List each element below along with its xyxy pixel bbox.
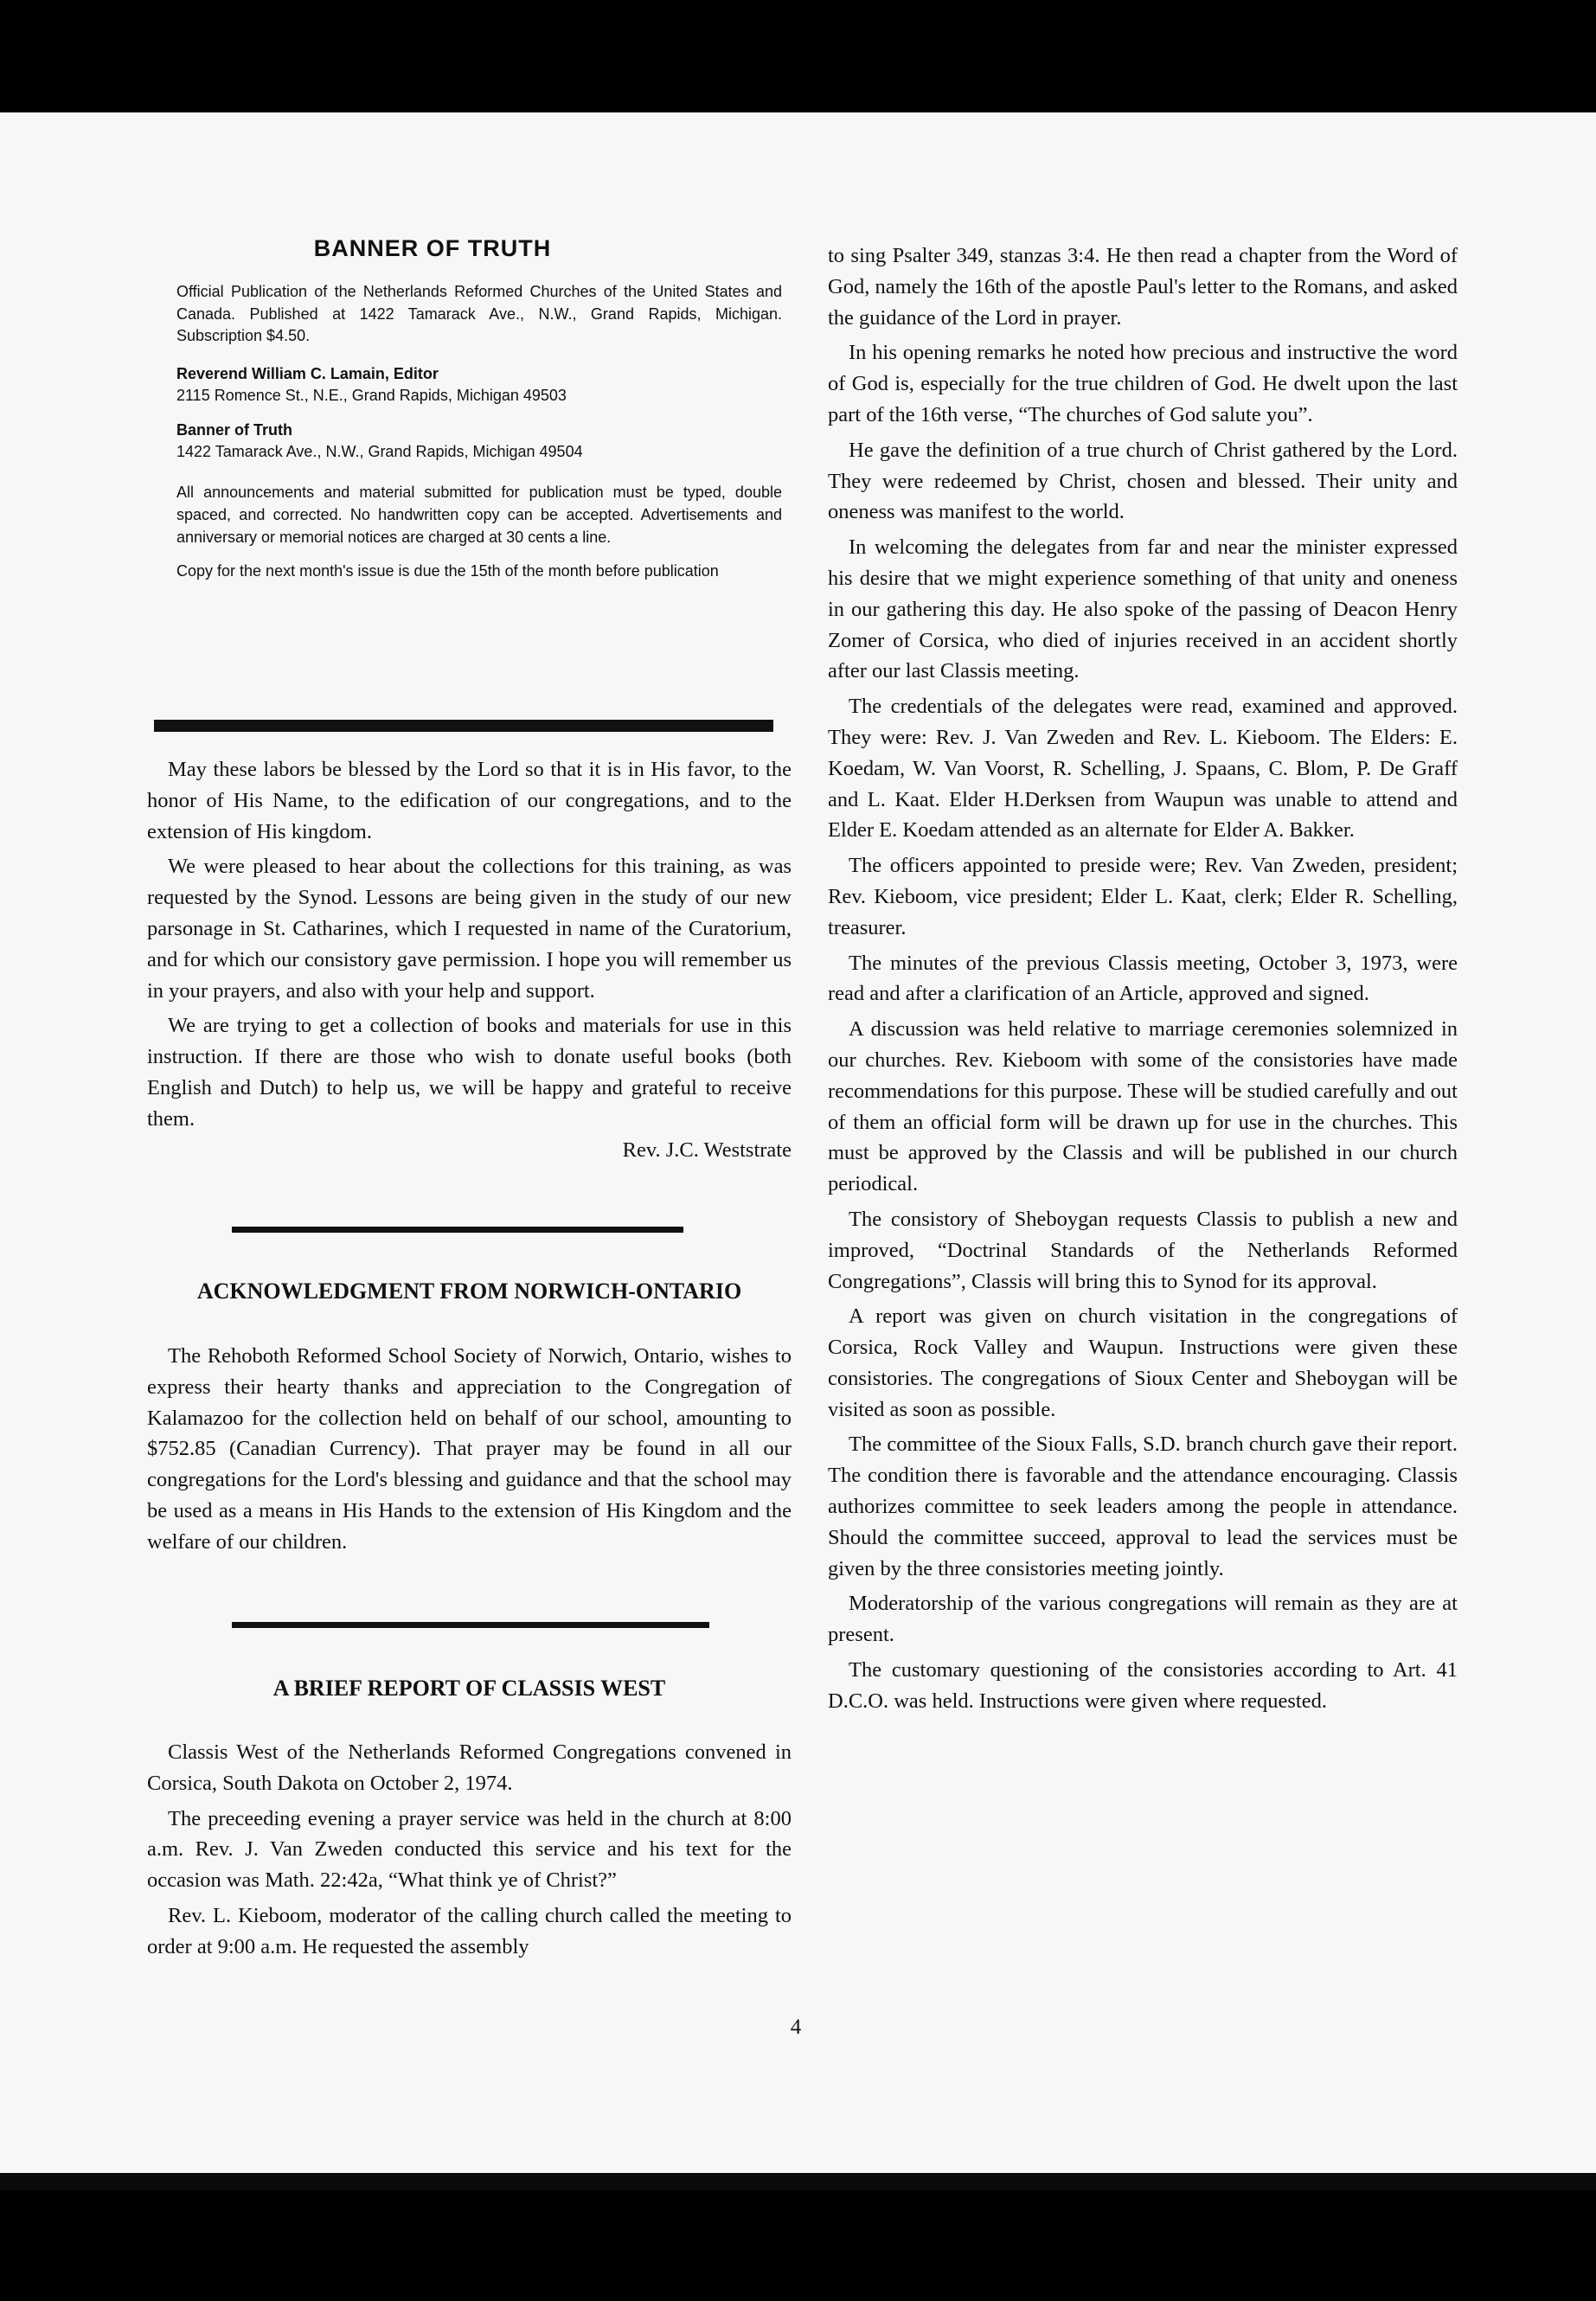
masthead-office-address: 1422 Tamarack Ave., N.W., Grand Rapids, Michigan 49504 xyxy=(176,443,583,460)
right-paragraph: A report was given on church visitation in the congregations of Corsica, Rock Valley and Waupun. Instructions were given these consistories. The congregations of Sioux Center and Sheboygan will be visited as soon as possible. xyxy=(828,1304,1458,1421)
right-paragraph: The committee of the Sioux Falls, S.D. branch church gave their report. The condition there is favorable and the attendance encouraging. Classis authorizes committee to seek leaders among the people in attendance. Should the committee succeed, approval to lead the services must be given by the three consistories meeting jointly. xyxy=(828,1433,1458,1580)
masthead-editor-name: Reverend William C. Lamain, Editor xyxy=(176,364,439,382)
masthead-notice: All announcements and material submitted for publication must be typed, double spaced, and corrected. No handwritten copy can be accepted. Advertisements and anniversary or memorial notices are charged at 30 cents a line. xyxy=(176,483,782,546)
right-paragraph: Moderatorship of the various congregations will remain as they are at present. xyxy=(828,1592,1458,1647)
report-paragraph: Rev. L. Kieboom, moderator of the calling church called the meeting to order at 9:00 a.m. He requested the assembly xyxy=(147,1903,792,1958)
scan-edge xyxy=(0,2173,1596,2190)
report-section xyxy=(147,1737,792,1963)
masthead-description: Official Publication of the Netherlands Reformed Churches of the United States and Canada. Published at 1422 Tamarack Ave., N.W., Grand Rapids, Michigan. Subscription $4.50. xyxy=(176,283,782,344)
right-paragraph: The consistory of Sheboygan requests Classis to publish a new and improved, “Doctrinal Standards of the Netherlands Reformed Congregations”, Classis will bring this to Synod for its approval. xyxy=(828,1207,1458,1293)
masthead-office-name: Banner of Truth xyxy=(176,420,292,439)
right-column xyxy=(828,240,1458,1717)
right-paragraph: In welcoming the delegates from far and near the minister expressed his desire that we might experience something of that unity and oneness in our gathering this day. He also spoke of the passing of Deacon Henry Zomer of Corsica, who died of injuries received in an accident shortly after our last Classis meeting. xyxy=(828,535,1458,683)
right-paragraph: In his opening remarks he noted how precious and instructive the word of God is, especially for the true children of God. He dwelt upon the last part of the 16th verse, “The churches of God salute you”. xyxy=(828,341,1458,426)
right-paragraph: The credentials of the delegates were read, examined and approved. They were: Rev. J. Van Zweden and Rev. L. Kieboom. The Elders: E. Koedam, W. Van Voorst, R. Schelling, J. Spaans, C. Blom, P. De Graff and L. Kaat. Elder H.Derksen from Waupun was unable to attend and Elder E. Koedam attended as an alternate for Elder A. Bakker. xyxy=(828,695,1458,843)
report-paragraph: Classis West of the Netherlands Reformed Congregations convened in Corsica, South Dakota on October 2, 1974. xyxy=(147,1740,792,1795)
left-column-intro xyxy=(147,754,792,1165)
masthead-divider xyxy=(154,720,773,732)
right-paragraph: He gave the definition of a true church of Christ gathered by the Lord. They were redeemed by Christ, chosen and blessed. Their unity and oneness was manifest to the world. xyxy=(828,438,1458,524)
right-paragraph: The customary questioning of the consistories according to Art. 41 D.C.O. was held. Instructions were given where requested. xyxy=(828,1658,1458,1713)
ack-paragraph: The Rehoboth Reformed School Society of Norwich, Ontario, wishes to express their hearty thanks and appreciation to the Congregation of Kalamazoo for the collection held on behalf of our school, amounting to $752.85 (Canadian Currency). That prayer may be found in all our congregations for the Lord's blessing and guidance and that the school may be used as a means in His Hands to the extension of His Kingdom and the welfare of our children. xyxy=(147,1344,792,1554)
section-divider xyxy=(232,1622,709,1628)
right-paragraph: A discussion was held relative to marriage ceremonies solemnized in our churches. Rev. Kieboom with some of the consistories have made recommendations for this purpose. These will be studied carefully and out of them an official form will be drawn up for use in the churches. This must be approved by the Classis and will be published in our church periodical. xyxy=(828,1017,1458,1196)
masthead-editor-address: 2115 Romence St., N.E., Grand Rapids, Michigan 49503 xyxy=(176,387,567,404)
ack-heading: ACKNOWLEDGMENT FROM NORWICH-ONTARIO xyxy=(196,1279,742,1304)
right-paragraph: The officers appointed to preside were; Rev. Van Zweden, president; Rev. Kieboom, vice president; Elder L. Kaat, clerk; Elder R. Schelling, treasurer. xyxy=(828,854,1458,939)
report-paragraph: The preceeding evening a prayer service was held in the church at 8:00 a.m. Rev. J. Van Zweden conducted this service and his text for the occasion was Math. 22:42a, “What think ye of Christ?” xyxy=(147,1806,792,1893)
masthead-deadline: Copy for the next month's issue is due the 15th of the month before publication xyxy=(176,561,719,580)
masthead xyxy=(176,235,782,582)
intro-paragraph: May these labors be blessed by the Lord so that it is in His favor, to the honor of His Name, to the edification of our congregations, and to the extension of His kingdom. xyxy=(147,758,792,843)
intro-paragraph: We were pleased to hear about the collections for this training, as was requested by the Synod. Lessons are being given in the study of our new parsonage in St. Catharines, which I requested in name of the Curatorium, and for which our consistory gave permission. I hope you will remember us in your prayers, and also with your help and support. xyxy=(147,855,792,1003)
section-divider xyxy=(232,1227,683,1233)
right-paragraph: The minutes of the previous Classis meeting, October 3, 1973, were read and after a clarification of an Article, approved and signed. xyxy=(828,951,1458,1006)
intro-paragraph: We are trying to get a collection of books and materials for use in this instruction. If there are those who wish to donate useful books (both English and Dutch) to help us, we will be happy and grateful to receive them. xyxy=(147,1014,792,1131)
masthead-title: BANNER OF TRUTH xyxy=(313,235,552,261)
right-paragraph: to sing Psalter 349, stanzas 3:4. He then read a chapter from the Word of God, namely the 16th of the apostle Paul's letter to the Romans, and asked the guidance of the Lord in prayer. xyxy=(828,244,1458,330)
report-heading: A BRIEF REPORT OF CLASSIS WEST xyxy=(272,1676,666,1701)
signature: Rev. J.C. Weststrate xyxy=(622,1138,792,1162)
ack-section xyxy=(147,1341,792,1558)
page-number: 4 xyxy=(790,2016,802,2039)
